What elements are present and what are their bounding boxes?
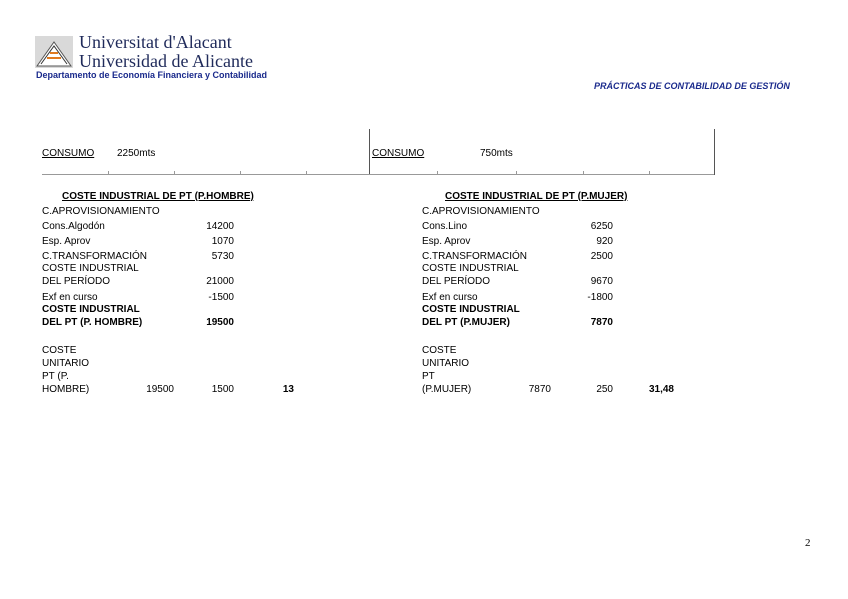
left-esp-label: Esp. Aprov xyxy=(42,236,91,247)
box-bottom-border xyxy=(42,174,714,175)
left-unit-label-4: HOMBRE) xyxy=(42,384,90,395)
right-total-label-1: COSTE INDUSTRIAL xyxy=(422,304,520,315)
right-unit-result: 31,48 xyxy=(648,384,674,395)
right-esp-value: 920 xyxy=(596,236,613,247)
left-unit-qty: 1500 xyxy=(211,384,234,395)
consumo-left-label: CONSUMO xyxy=(42,148,95,159)
left-unit-cost: 19500 xyxy=(146,384,174,395)
left-transf-label: C.TRANSFORMACIÓN xyxy=(42,251,147,262)
box-tick xyxy=(583,171,584,175)
consumo-left-value: 2250mts xyxy=(117,148,156,159)
right-cons-label: Cons.Lino xyxy=(422,221,468,232)
left-exf-label: Exf en curso xyxy=(42,292,98,303)
right-aprov-label: C.APROVISIONAMIENTO xyxy=(422,206,540,217)
left-esp-value: 1070 xyxy=(211,236,234,247)
box-tick xyxy=(437,171,438,175)
left-ci-value: 21000 xyxy=(206,276,234,287)
right-block-title: COSTE INDUSTRIAL DE PT (P.MUJER) xyxy=(445,191,628,202)
department-name: Departamento de Economía Financiera y Contabilidad xyxy=(36,70,268,80)
course-title: PRÁCTICAS DE CONTABILIDAD DE GESTIÓN xyxy=(594,81,790,91)
left-ci-label-2: DEL PERÍODO xyxy=(42,276,110,287)
left-cons-value: 14200 xyxy=(206,221,234,232)
consumo-right-value: 750mts xyxy=(480,148,513,159)
box-left-divider xyxy=(369,129,370,175)
right-total-value: 7870 xyxy=(590,317,613,328)
right-exf-value: -1800 xyxy=(587,292,613,303)
left-aprov-label: C.APROVISIONAMIENTO xyxy=(42,206,160,217)
page-number: 2 xyxy=(805,537,811,549)
box-right-border xyxy=(714,129,715,175)
university-name-spanish: Universidad de Alicante xyxy=(79,51,253,71)
right-total-label-2: DEL PT (P.MUJER) xyxy=(422,317,510,328)
right-unit-cost: 7870 xyxy=(528,384,551,395)
right-transf-value: 2500 xyxy=(590,251,613,262)
right-unit-label-3: PT xyxy=(422,371,435,382)
left-total-value: 19500 xyxy=(206,317,234,328)
left-unit-label-2: UNITARIO xyxy=(42,358,90,369)
left-total-label-1: COSTE INDUSTRIAL xyxy=(42,304,140,315)
box-tick xyxy=(108,171,109,175)
box-tick xyxy=(306,171,307,175)
right-ci-value: 9670 xyxy=(590,276,613,287)
left-unit-result: 13 xyxy=(282,384,294,395)
left-unit-label-1: COSTE xyxy=(42,345,77,356)
box-tick xyxy=(516,171,517,175)
right-unit-qty: 250 xyxy=(596,384,613,395)
right-unit-label-4: (P.MUJER) xyxy=(422,384,472,395)
left-transf-value: 5730 xyxy=(211,251,234,262)
left-total-label-2: DEL PT (P. HOMBRE) xyxy=(42,317,143,328)
right-esp-label: Esp. Aprov xyxy=(422,236,471,247)
consumo-right-label: CONSUMO xyxy=(372,148,425,159)
university-name-valencian: Universitat d'Alacant xyxy=(79,32,232,52)
left-unit-label-3: PT (P. xyxy=(42,371,69,382)
right-unit-label-1: COSTE xyxy=(422,345,457,356)
left-ci-label-1: COSTE INDUSTRIAL xyxy=(42,263,139,274)
right-ci-label-1: COSTE INDUSTRIAL xyxy=(422,263,519,274)
university-logo-icon xyxy=(35,36,73,68)
right-unit-label-2: UNITARIO xyxy=(422,358,470,369)
right-exf-label: Exf en curso xyxy=(422,292,478,303)
box-tick xyxy=(174,171,175,175)
left-cons-label: Cons.Algodón xyxy=(42,221,105,232)
left-block-title: COSTE INDUSTRIAL DE PT (P.HOMBRE) xyxy=(62,191,254,202)
right-transf-label: C.TRANSFORMACIÓN xyxy=(422,251,527,262)
box-tick xyxy=(240,171,241,175)
box-tick xyxy=(649,171,650,175)
right-ci-label-2: DEL PERÍODO xyxy=(422,276,490,287)
left-exf-value: -1500 xyxy=(208,292,234,303)
right-cons-value: 6250 xyxy=(590,221,613,232)
